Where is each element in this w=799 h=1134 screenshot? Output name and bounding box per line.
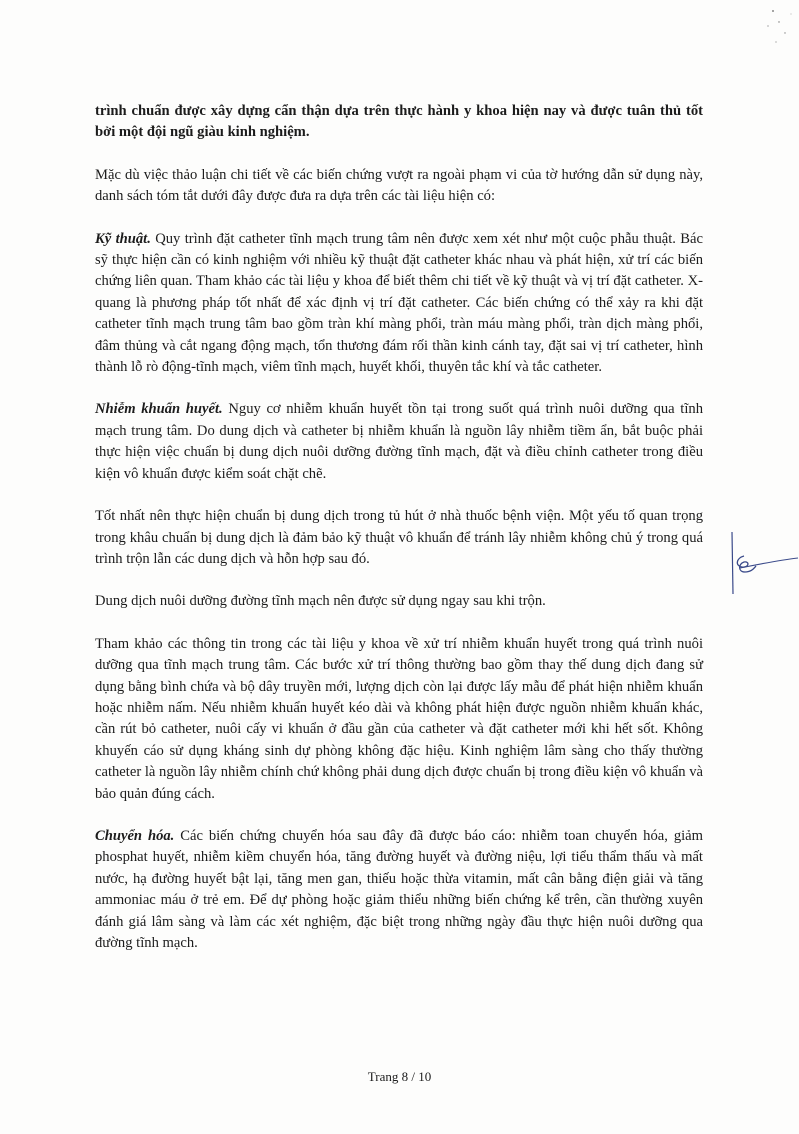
paragraph-text: Các biến chứng chuyển hóa sau đây đã được báo cáo: nhiễm toan chuyển hóa, giảm phosphat huyết, nhiễm kiềm chuyển hóa, tăng đường huyết và đường niệu, lợi tiểu thẩm thấu và mất nước, hạ đường huyết bật lại, tăng men gan, thiếu hoặc thừa vitamin, mất cân bằng điện giải và tăng ammoniac máu ở trẻ em. Để dự phòng hoặc giảm thiểu những biến chứng kể trên, cần thường xuyên đánh giá lâm sàng và làm các xét nghiệm, đặc biệt trong những ngày đầu thực hiện nuôi dưỡng qua đường tĩnh mạch. — [95, 827, 703, 951]
paragraph-text: Quy trình đặt catheter tĩnh mạch trung tâm nên được xem xét như một cuộc phẫu thuật. Bác sỹ thực hiện cần có kinh nghiệm với nhiều kỹ thuật đặt catheter khác nhau và phát hiện, xử trí các biến chứng liên quan. Tham khảo các tài liệu y khoa để biết thêm chi tiết về kỹ thuật và vị trí đặt catheter. X-quang là phương pháp tốt nhất để xác định vị trí đặt catheter. Các biến chứng có thể xảy ra khi đặt catheter tĩnh mạch trung tâm bao gồm tràn khí màng phổi, tràn máu màng phổi, tràn dịch màng phổi, đâm thủng và cắt ngang động mạch, tổn thương đám rối thần kinh cánh tay, đặt sai vị trí catheter, hình thành lỗ rò động-tĩnh mạch, viêm tĩnh mạch, huyết khối, thuyên tắc khí và tắc catheter. — [95, 230, 703, 376]
summary-paragraph — [95, 165, 703, 208]
handwritten-initial-mark — [720, 528, 799, 598]
management-paragraph — [95, 634, 703, 805]
paragraph-text: Dung dịch nuôi dưỡng đường tĩnh mạch nên được sử dụng ngay sau khi trộn. — [95, 593, 546, 610]
document-body — [95, 101, 703, 975]
section-heading: Nhiễm khuẩn huyết. — [95, 401, 223, 418]
paragraph-text: Tốt nhất nên thực hiện chuẩn bị dung dịch trong tủ hút ở nhà thuốc bệnh viện. Một yếu tố quan trọng trong khâu chuẩn bị dung dịch là đảm bảo kỹ thuật vô khuẩn để tránh lây nhiễm không chủ ý trong quá trình trộn lẫn các dung dịch và hỗn hợp sau đó. — [95, 508, 703, 567]
technique-paragraph — [95, 229, 703, 379]
usage-paragraph — [95, 591, 703, 612]
paragraph-text: Mặc dù việc thảo luận chi tiết về các biến chứng vượt ra ngoài phạm vi của tờ hướng dẫn sử dụng này, danh sách tóm tắt dưới đây được đưa ra dựa trên các tài liệu hiện có: — [95, 166, 703, 205]
preparation-paragraph — [95, 506, 703, 570]
intro-paragraph: trình chuẩn được xây dựng cẩn thận dựa trên thực hành y khoa hiện nay và được tuân thủ tốt bởi một đội ngũ giàu kinh nghiệm. — [95, 103, 703, 141]
sepsis-paragraph — [95, 399, 703, 485]
page-footer: Trang 8 / 10 — [367, 1069, 432, 1084]
section-heading: Chuyển hóa. — [95, 827, 175, 844]
scan-specks — [739, 0, 799, 60]
paragraph-text: Tham khảo các thông tin trong các tài liệu y khoa về xử trí nhiễm khuẩn huyết trong quá trình nuôi dưỡng qua tĩnh mạch trung tâm. Các bước xử trí thông thường bao gồm thay thế dung dịch đang sử dụng bằng bình chứa và bộ dây truyền mới, lượng dịch còn lại được lấy mẫu để phát hiện nhiễm khuẩn hoặc nhiễm nấm. Nếu nhiễm khuẩn huyết kéo dài và không phát hiện được nguồn nhiễm khuẩn khác, cần rút bỏ catheter, nuôi cấy vi khuẩn ở đầu gần của catheter và đặt catheter mới khi hết sốt. Không khuyến cáo sử dụng kháng sinh dự phòng không đặc hiệu. Kinh nghiệm lâm sàng cho thấy thường catheter là nguồn lây nhiễm chính chứ không phải dung dịch được chuẩn bị trong điều kiện vô khuẩn và bảo quản đúng cách. — [95, 635, 703, 802]
paragraph-text: Nguy cơ nhiễm khuẩn huyết tồn tại trong suốt quá trình nuôi dưỡng qua tĩnh mạch trung tâm. Do dung dịch và catheter bị nhiễm khuẩn là nguồn lây nhiễm tiềm ẩn, bắt buộc phải thực hiện việc chuẩn bị dung dịch nuôi dưỡng đường tĩnh mạch, đặt và điều chỉnh catheter trong điều kiện vô khuẩn được kiểm soát chặt chẽ. — [95, 401, 704, 482]
section-heading: Kỹ thuật. — [95, 230, 151, 247]
metabolic-paragraph — [95, 826, 703, 954]
